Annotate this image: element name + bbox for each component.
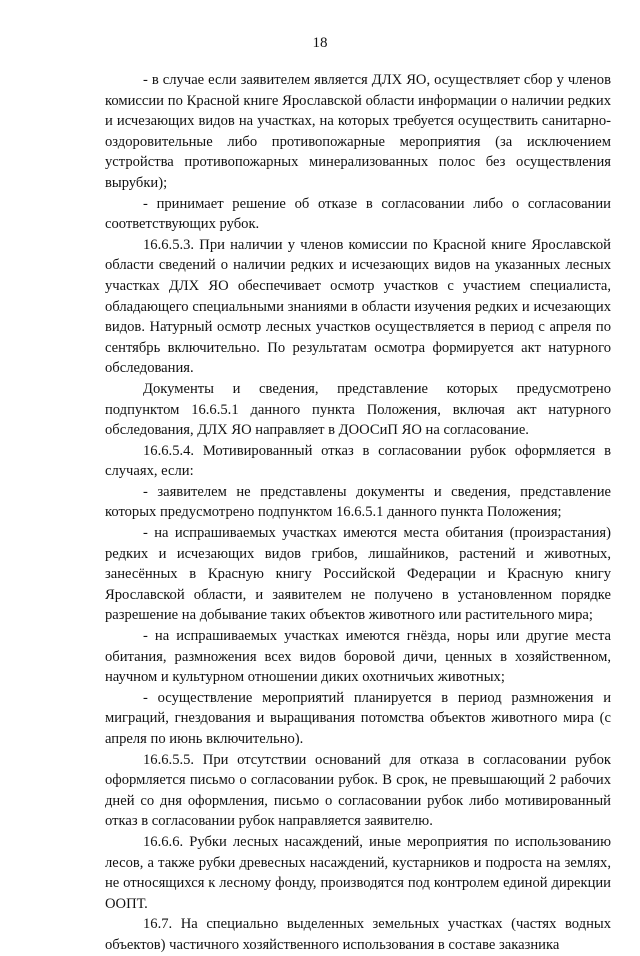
page-number: 18 xyxy=(312,35,328,51)
paragraph-16-6-5-4: 16.6.5.4. Мотивированный отказ в согласовании рубок оформляется в случаях, если: xyxy=(105,442,611,480)
paragraph-documents-approval: Документы и сведения, представление которых предусмотрено подпунктом 16.6.5.1 данного пункта Положения, включая акт натурного обследования, ДЛХ ЯО направляет в ДООСиП ЯО на согласование. xyxy=(105,380,611,439)
paragraph-bullet-nests: - на испрашиваемых участках имеются гнёзда, норы или другие места обитания, размножения всех видов боровой дичи, ценных в хозяйственном, научном и культурном отношении диких охотничьих животных; xyxy=(105,628,611,686)
paragraph-16-7: 16.7. На специально выделенных земельных участках (частях водных объектов) частичного хозяйственного использования в составе заказника xyxy=(105,916,611,953)
paragraph-bullet-habitats: - на испрашиваемых участках имеются места обитания (произрастания) редких и исчезающих видов грибов, лишайников, растений и животных, занесённых в Красную книгу Российской Федерации и Красную книгу Ярославской области, и заявителем не получено в установленном порядке разрешение на добывание таких объектов животного или растительного мира; xyxy=(105,525,611,624)
paragraph-bullet-no-documents: - заявителем не представлены документы и сведения, представление которых предусмотрено подпунктом 16.6.5.1 данного пункта Положения; xyxy=(105,483,611,521)
document-body xyxy=(105,70,611,956)
paragraph-16-6-6: 16.6.6. Рубки лесных насаждений, иные мероприятия по использованию лесов, а также рубки древесных насаждений, кустарников и подроста на землях, не относящихся к лесному фонду, производятся под контролем единой дирекции ООПТ. xyxy=(105,833,611,912)
paragraph-bullet-decision: - принимает решение об отказе в согласовании либо о согласовании соответствующих рубок. xyxy=(105,195,611,233)
paragraph-16-6-5-3: 16.6.5.3. При наличии у членов комиссии по Красной книге Ярославской области сведений о наличии редких и исчезающих видов на указанных лесных участках ДЛХ ЯО обеспечивает осмотр участков с участием специалиста, обладающего специальными знаниями в области изучения редких и исчезающих видов. Натурный осмотр лесных участков осуществляется в период с апреля по сентябрь включительно. По результатам осмотра формируется акт натурного обследования. xyxy=(105,236,611,377)
paragraph-bullet-breeding-period: - осуществление мероприятий планируется в период размножения и миграций, гнездования и выращивания потомства объектов животного мира (с апреля по июнь включительно). xyxy=(105,689,611,747)
paragraph-bullet-collect-info: - в случае если заявителем является ДЛХ ЯО, осуществляет сбор у членов комиссии по Красной книге Ярославской области информации о наличии редких и исчезающих видов на участках, на которых требуется осуществить санитарно-оздоровительные либо противопожарные мероприятия (за исключением устройства противопожарных минерализованных полос без осуществления вырубки); xyxy=(105,72,611,191)
paragraph-16-6-5-5: 16.6.5.5. При отсутствии оснований для отказа в согласовании рубок оформляется письмо о согласовании рубок. В срок, не превышающий 2 рабочих дней со дня оформления, письмо о согласовании рубок либо мотивированный отказ в согласовании рубок направляется заявителю. xyxy=(105,751,611,830)
